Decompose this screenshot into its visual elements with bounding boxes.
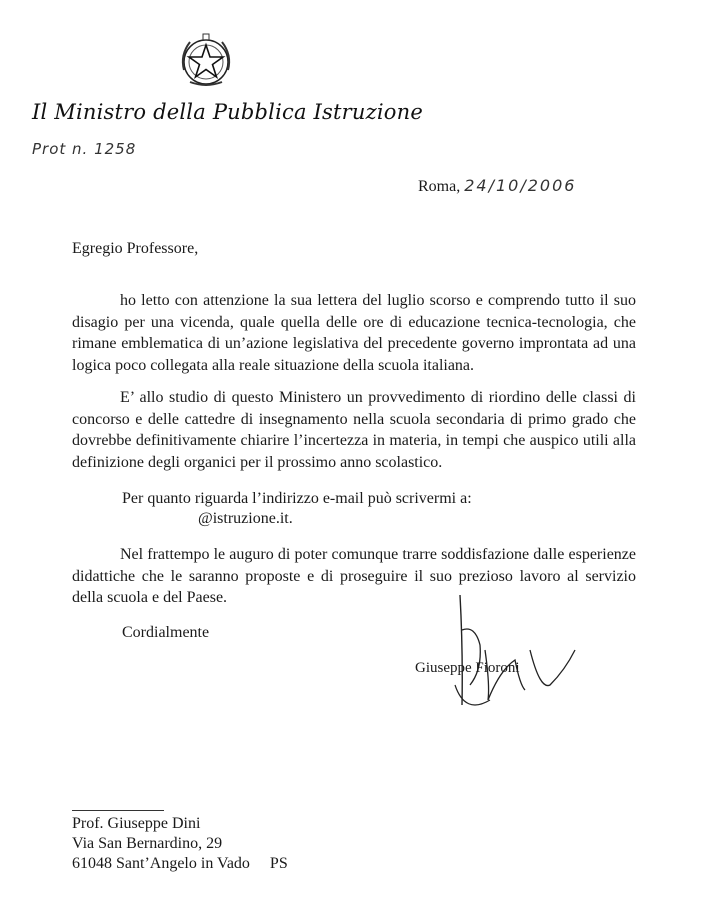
recipient-city: 61048 Sant’Angelo in Vado — [72, 855, 250, 872]
protocol-note: Prot n. 1258 — [32, 140, 137, 158]
italian-republic-emblem-icon — [176, 30, 236, 90]
address-divider — [72, 810, 164, 811]
email-address: @istruzione.it. — [198, 510, 293, 527]
letterhead-title: Il Ministro della Pubblica Istruzione — [32, 100, 423, 124]
closing: Cordialmente — [122, 624, 210, 641]
paragraph-2-text: E’ allo studio di questo Ministero un provvedimento di riordino delle classi di concorso e delle cattedre di insegnamento nella scuola secondaria di primo grado che dovrebbe definitivamente chiarire l’incertezza in materia, in tempi che auspico utili alla definizione degli organici per il prossimo anno scolastico. — [72, 389, 636, 471]
recipient-street: Via San Bernardino, 29 — [72, 835, 223, 852]
paragraph-1 — [72, 290, 636, 376]
paragraph-4-text: Nel frattempo le auguro di poter comunque trarre soddisfazione dalle esperienze didattiche che le saranno proposte e di proseguire il suo prezioso lavoro al servizio della scuola e del Paese. — [72, 546, 636, 606]
handwritten-signature — [430, 590, 580, 720]
recipient-province: PS — [269, 855, 288, 872]
paragraph-3: Per quanto riguarda l’indirizzo e-mail può scrivermi a: — [122, 490, 472, 507]
date-line — [418, 176, 576, 196]
recipient-city-line — [72, 855, 288, 873]
date-place: Roma, — [418, 178, 461, 195]
signer-name: Giuseppe Fioroni — [415, 660, 520, 676]
recipient-name: Prof. Giuseppe Dini — [72, 815, 201, 832]
paragraph-2 — [72, 387, 636, 473]
salutation: Egregio Professore, — [72, 240, 199, 257]
handwritten-date: 24/10/2006 — [464, 176, 577, 195]
paragraph-1-text: ho letto con attenzione la sua lettera del luglio scorso e comprendo tutto il suo disagio per una vicenda, quale quella delle ore di educazione tecnica-tecnologia, che rimane emblematica di un’azione legislativa del precedente governo improntata ad una logica poco collegata alla reale situazione della scuola italiana. — [72, 292, 636, 374]
